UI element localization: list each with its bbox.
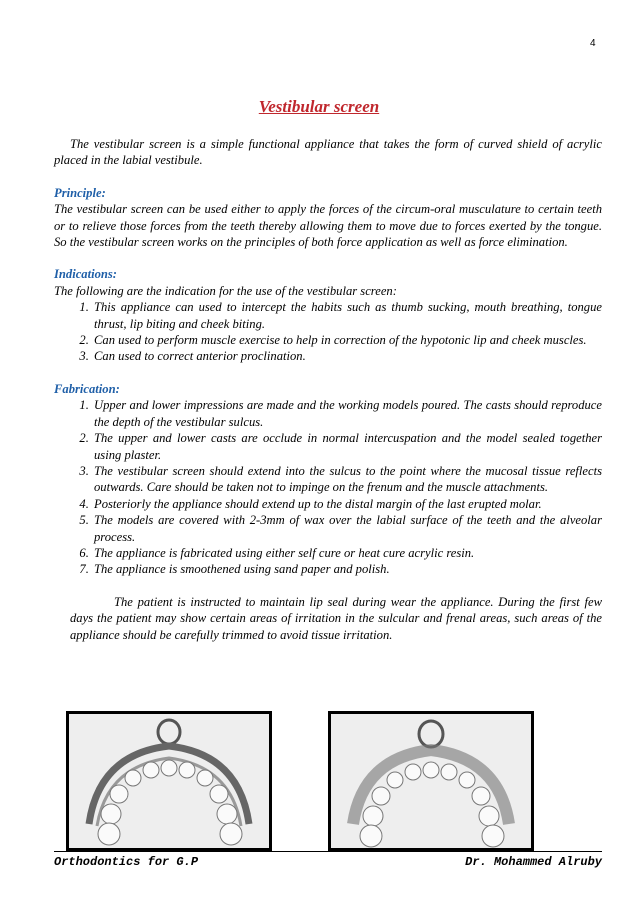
list-item: 2. The upper and lower casts are occlude in normal intercuspation and the model sealed together using plaster.	[92, 430, 602, 463]
list-item: 6. The appliance is fabricated using either self cure or heat cure acrylic resin.	[92, 545, 602, 561]
fabrication-list	[54, 397, 602, 577]
page-number: 4	[590, 38, 596, 49]
principle-text: The vestibular screen can be used either to apply the forces of the circum-oral musculature to certain teeth or to relieve those forces from the teeth thereby allowing them to move due to forces exerted by the tongue. So the vestibular screen works on the principles of both force application as well as force elimination.	[54, 202, 602, 250]
list-item: 2. Can used to perform muscle exercise to help in correction of the hypotonic lip and cheek muscles.	[92, 332, 602, 348]
list-item: 3. Can used to correct anterior proclination.	[92, 348, 602, 364]
closing-paragraph: The patient is instructed to maintain lip seal during wear the appliance. During the first few days the patient may show certain areas of irritation in the sulcular and frenal areas, such areas of the appliance should be carefully trimmed to avoid tissue irritation.	[70, 594, 602, 642]
fabrication-heading: Fabrication:	[54, 381, 120, 396]
vestibular-screen-figure-right	[328, 711, 534, 851]
dental-cast-illustration-icon	[331, 714, 531, 848]
footer-right: Dr. Mohammed Alruby	[465, 855, 602, 869]
list-item: 1. Upper and lower impressions are made and the working models poured. The casts should reproduce the depth of the vestibular sulcus.	[92, 397, 602, 430]
footer-left: Orthodontics for G.P	[54, 855, 199, 869]
indications-heading: Indications:	[54, 267, 117, 282]
list-item: 4. Posteriorly the appliance should extend up to the distal margin of the last erupted molar.	[92, 496, 602, 512]
intro-paragraph: The vestibular screen is a simple functional appliance that takes the form of curved shield of acrylic placed in the labial vestibule.	[54, 137, 602, 168]
vestibular-screen-figure-left	[66, 711, 272, 851]
page-footer	[54, 851, 602, 869]
principle-heading: Principle:	[54, 185, 106, 200]
indications-list	[54, 299, 602, 365]
list-item: 7. The appliance is smoothened using sand paper and polish.	[92, 561, 602, 577]
list-item: 5. The models are covered with 2-3mm of wax over the labial surface of the teeth and the alveolar process.	[92, 512, 602, 545]
page-title: Vestibular screen	[258, 97, 380, 116]
list-item: 3. The vestibular screen should extend into the sulcus to the point where the mucosal tissue reflects outwards. Care should be taken not to impinge on the frenum and the muscle attachments.	[92, 463, 602, 496]
dental-cast-illustration-icon	[69, 714, 269, 848]
list-item: 1. This appliance can used to intercept the habits such as thumb sucking, mouth breathing, tongue thrust, lip biting and cheek biting.	[92, 299, 602, 332]
indications-lead: The following are the indication for the use of the vestibular screen:	[54, 283, 397, 298]
document-body	[54, 136, 602, 643]
